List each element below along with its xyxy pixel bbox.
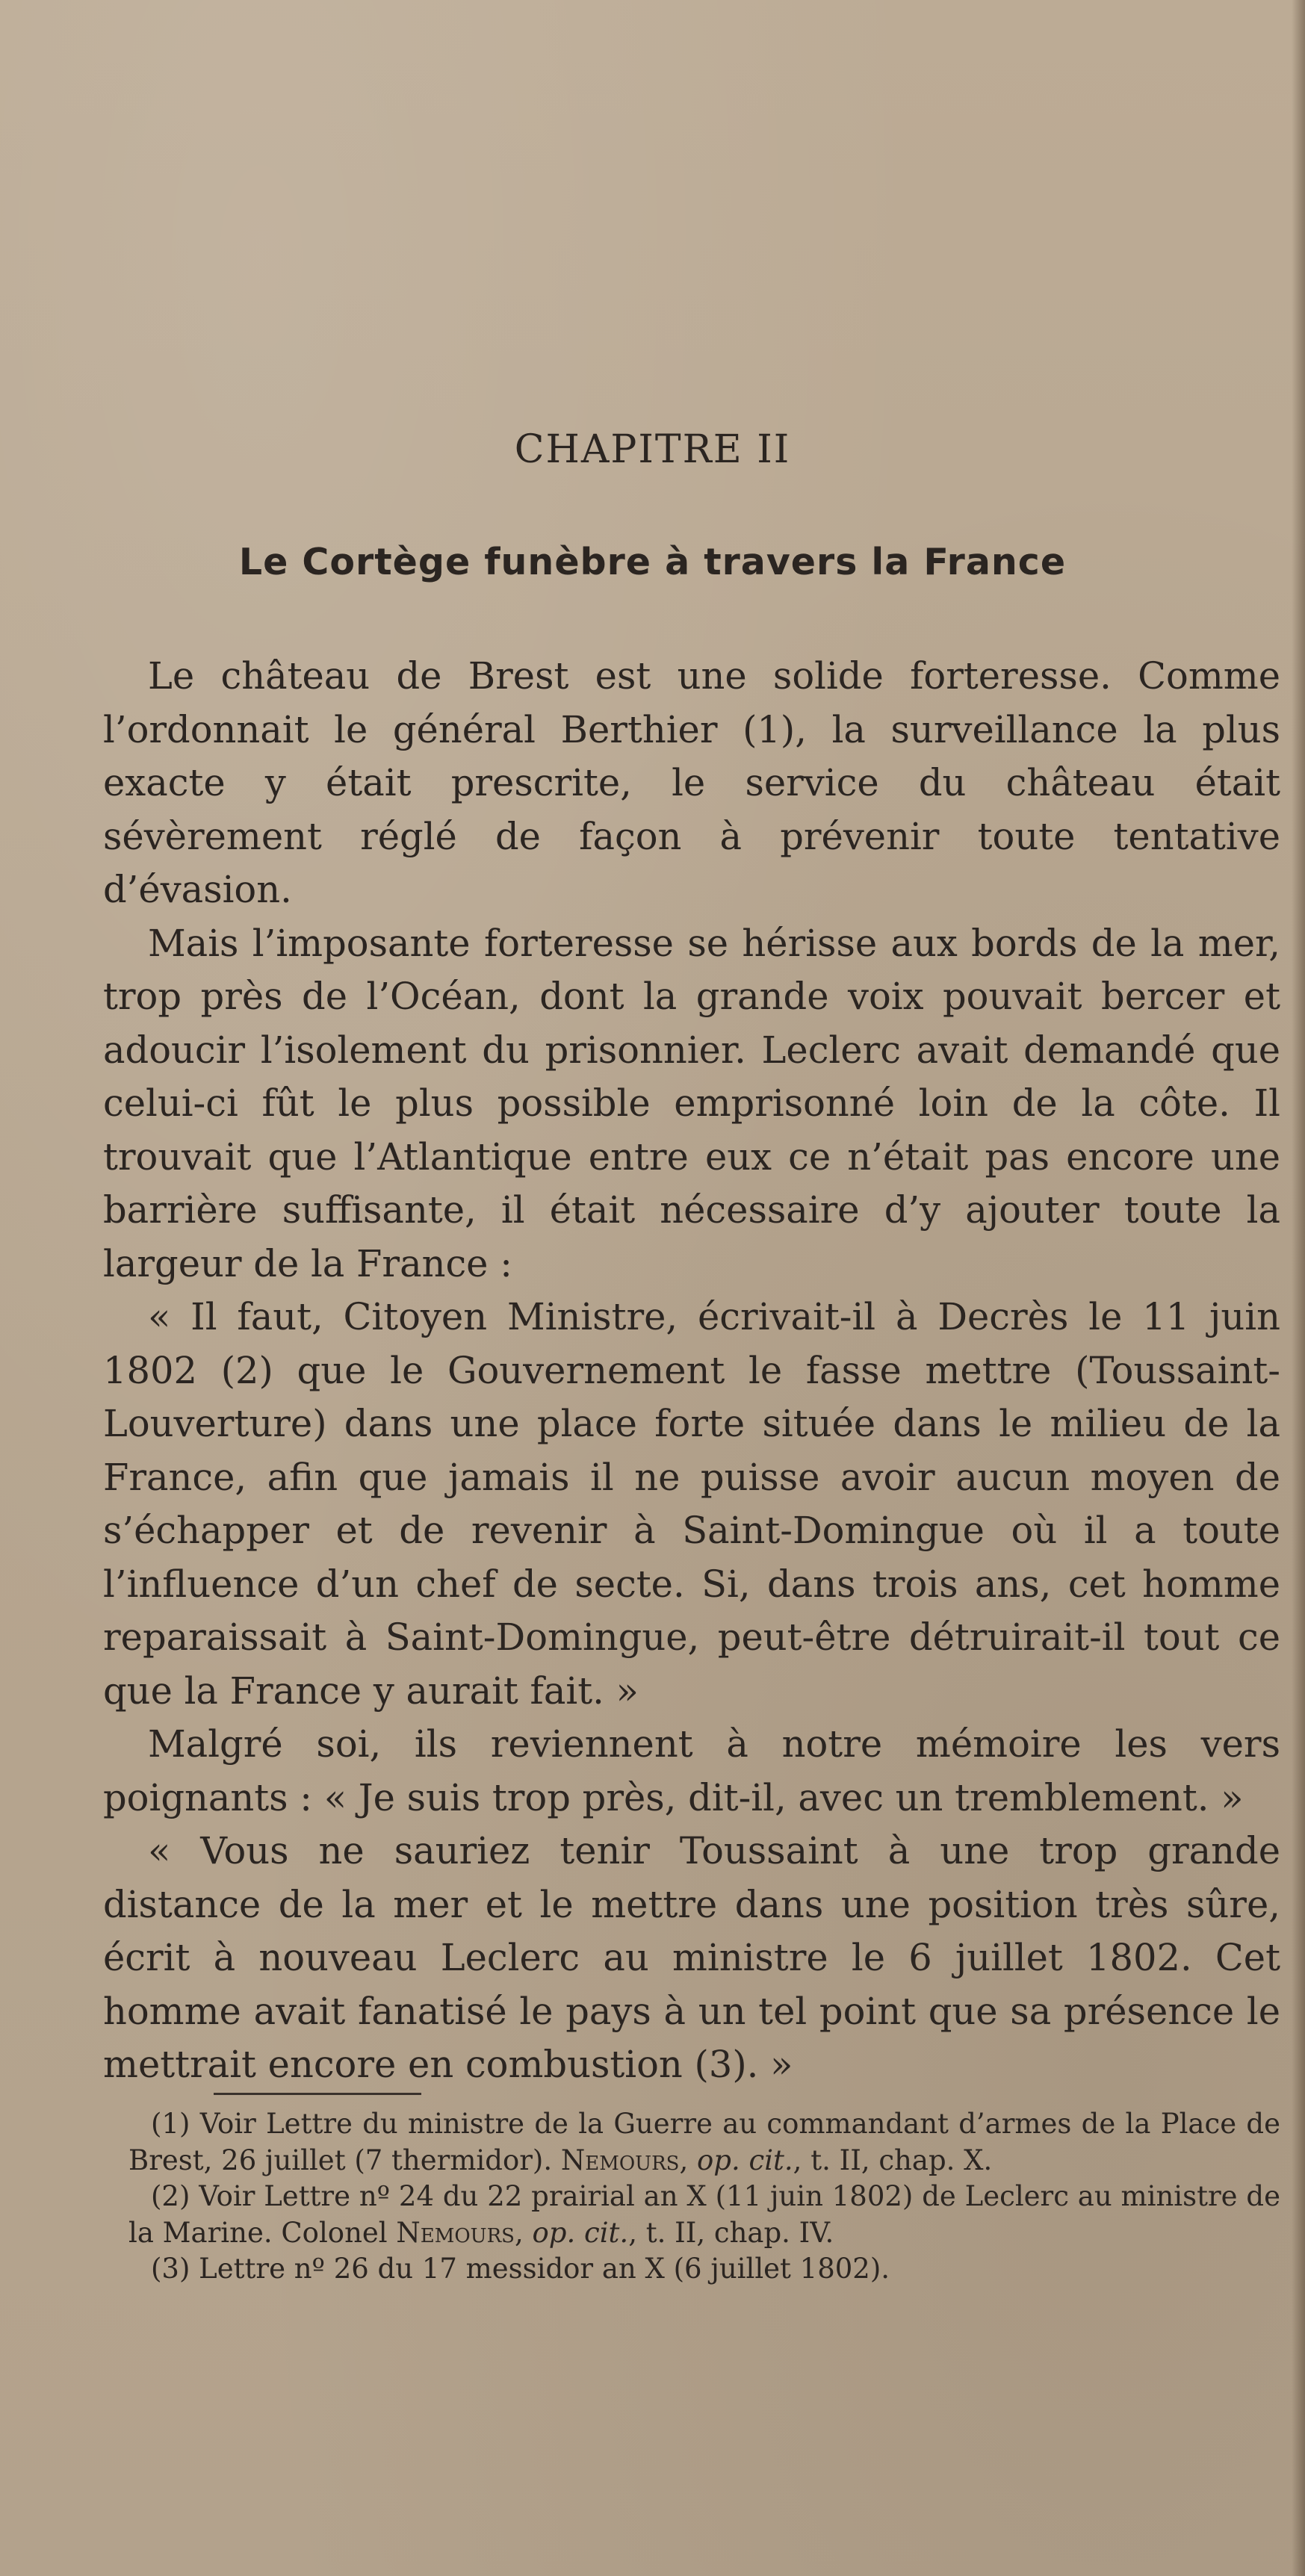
paragraph: « Il faut, Citoyen Ministre, écrivait-il à Decrès le 11 juin 1802 (2) que le Gouvernement le fasse mettre (Toussaint-Louverture) dans une place forte située dans le milieu de la France, afin que jamais il ne puisse avoir aucun moyen de s’échapper et de revenir à Saint-Domingue où il a toute l’influence d’un chef de secte. Si, dans trois ans, cet homme reparaissait à Saint-Domingue, peut-être détruirait-il tout ce que la France y aurait fait. » (103, 1295, 1280, 1713)
footnote: (2) Voir Lettre nº 24 du 22 prairial an X (11 juin 1802) de Leclerc au ministre de la Marine. Colonel Nemours, op. cit., t. II, chap. IV. (128, 2180, 1280, 2249)
paragraph: Le château de Brest est une solide forteresse. Comme l’ordonnait le général Berthier (1), la surveillance la plus exacte y était prescrite, le service du château était sévèrement réglé de façon à prévenir toute tentative d’évasion. (103, 654, 1280, 911)
body-text (103, 650, 1280, 2092)
paragraph: Malgré soi, ils reviennent à notre mémoire les vers poignants : « Je suis trop près, dit-il, avec un tremblement. » (103, 1722, 1280, 1819)
footnote-separator (214, 2093, 421, 2095)
footnote: (1) Voir Lettre du ministre de la Guerre au commandant d’armes de la Place de Brest, 26 juillet (7 thermidor). Nemours, op. cit., t. II, chap. X. (128, 2108, 1280, 2176)
footnotes (128, 2106, 1280, 2288)
paragraph: « Vous ne sauriez tenir Toussaint à une trop grande distance de la mer et le mettre dans une position très sûre, écrit à nouveau Leclerc au ministre le 6 juillet 1802. Cet homme avait fanatisé le pays à un tel point que sa présence le mettrait encore en combustion (3). » (103, 1829, 1280, 2086)
footnote: (3) Lettre nº 26 du 17 messidor an X (6 juillet 1802). (151, 2253, 890, 2285)
chapter-heading: CHAPITRE II (514, 427, 791, 472)
chapter-title: Le Cortège funèbre à travers la France (238, 541, 1067, 583)
paragraph: Mais l’imposante forteresse se hérisse aux bords de la mer, trop près de l’Océan, dont la grande voix pouvait bercer et adoucir l’isolement du prisonnier. Leclerc avait demandé que celui-ci fût le plus possible emprisonné loin de la côte. Il trouvait que l’Atlantique entre eux ce n’était pas encore une barrière suffisante, il était nécessaire d’y ajouter toute la largeur de la France : (103, 921, 1280, 1285)
page-edge-shadow (1292, 0, 1305, 2576)
